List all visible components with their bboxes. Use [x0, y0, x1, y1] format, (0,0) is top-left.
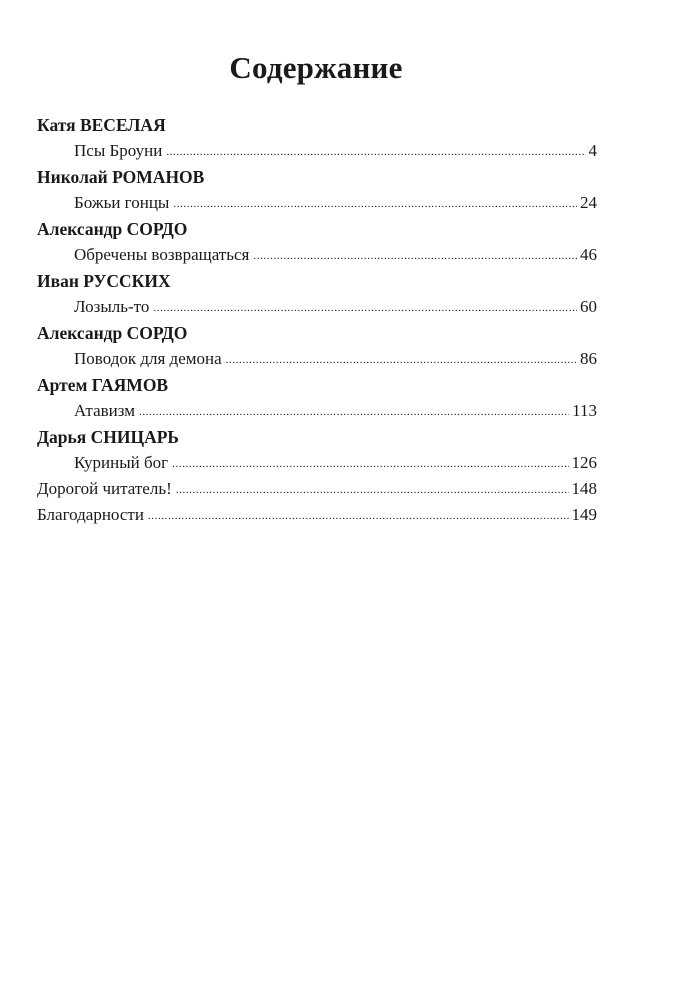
author-name: Николай РОМАНОВ: [37, 167, 205, 187]
author-name: Артем ГАЯМОВ: [37, 375, 169, 395]
toc-entry: [37, 190, 597, 216]
dot-leader: [166, 139, 585, 165]
dot-leader: [172, 451, 568, 477]
author-name: Катя ВЕСЕЛАЯ: [37, 115, 166, 135]
table-of-contents: [37, 112, 597, 528]
toc-entry: [37, 450, 597, 476]
author-name: Александр СОРДО: [37, 219, 188, 239]
page-number: 113: [572, 401, 597, 420]
dot-leader: [176, 477, 569, 503]
story-title: Поводок для демона: [74, 349, 222, 368]
page-number: 126: [571, 453, 597, 472]
author-name: Иван РУССКИХ: [37, 271, 171, 291]
page-number: 4: [588, 141, 597, 160]
story-title: Лозыль-то: [74, 297, 150, 316]
toc-entry-extra: [37, 476, 597, 502]
toc-entry: [37, 138, 597, 164]
toc-entry: [37, 294, 597, 320]
section-title: Благодарности: [37, 505, 144, 524]
dot-leader: [148, 503, 569, 529]
story-title: Псы Броуни: [74, 141, 163, 160]
toc-entry-extra: [37, 502, 597, 528]
page-number: 149: [571, 505, 597, 524]
toc-entry: [37, 346, 597, 372]
dot-leader: [226, 347, 577, 373]
page-number: 24: [580, 193, 597, 212]
toc-entry: [37, 398, 597, 424]
page-title: Содержание: [229, 50, 403, 85]
page-number: 60: [580, 297, 597, 316]
dot-leader: [253, 243, 577, 269]
story-title: Атавизм: [74, 401, 135, 420]
section-title: Дорогой читатель!: [37, 479, 172, 498]
page-number: 46: [580, 245, 597, 264]
author-name: Дарья СНИЦАРЬ: [37, 427, 179, 447]
story-title: Божьи гонцы: [74, 193, 170, 212]
dot-leader: [139, 399, 569, 425]
story-title: Обречены возвращаться: [74, 245, 250, 264]
page-number: 148: [571, 479, 597, 498]
author-name: Александр СОРДО: [37, 323, 188, 343]
story-title: Куриный бог: [74, 453, 169, 472]
toc-entry: [37, 242, 597, 268]
dot-leader: [173, 191, 577, 217]
dot-leader: [153, 295, 577, 321]
page-number: 86: [580, 349, 597, 368]
